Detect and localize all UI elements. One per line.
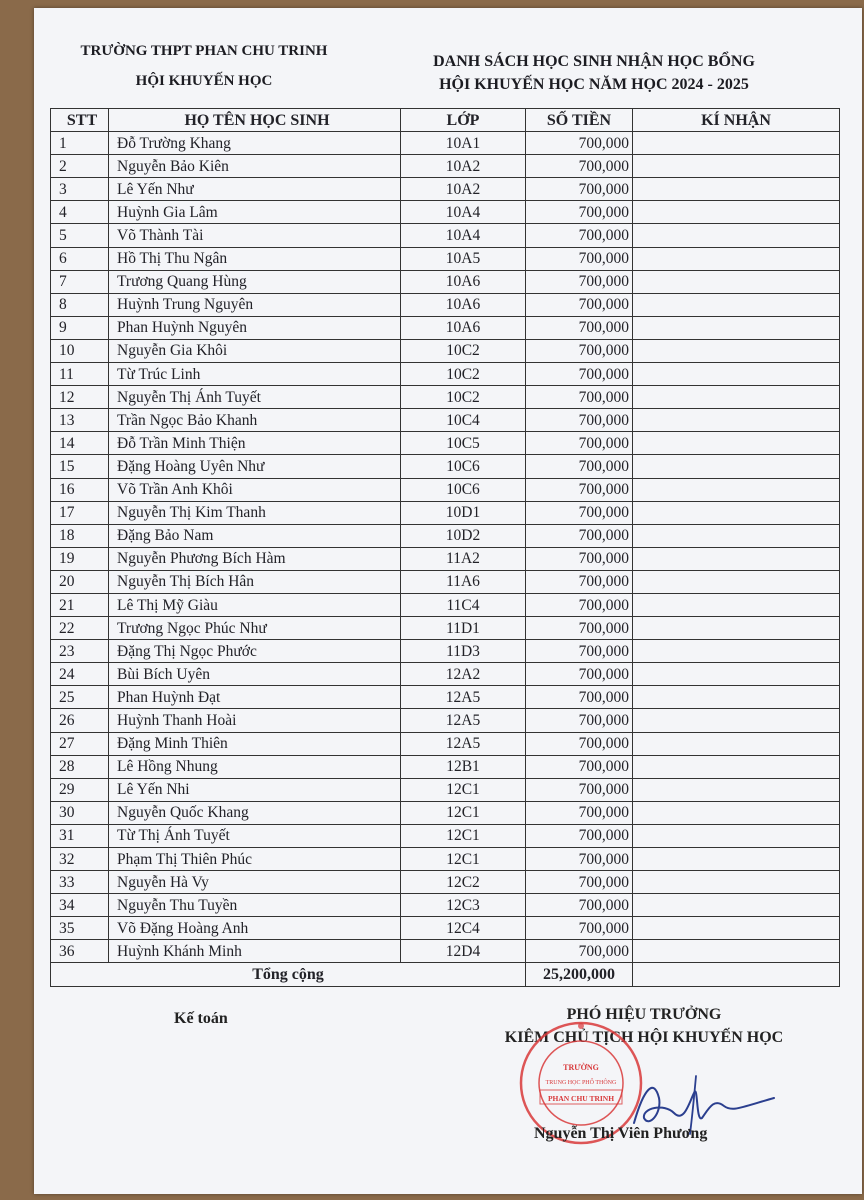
scholarship-amount: 700,000 (526, 178, 633, 201)
signature-cell (633, 848, 840, 871)
row-number: 1 (51, 132, 109, 155)
student-class: 10A6 (401, 270, 526, 293)
scholarship-amount: 700,000 (526, 940, 633, 963)
association-name: HỘI KHUYẾN HỌC (135, 73, 273, 89)
row-number: 35 (51, 917, 109, 940)
position-line-1: PHÓ HIỆU TRƯỞNG (566, 1006, 722, 1023)
student-class: 10A6 (401, 293, 526, 316)
table-row (51, 432, 840, 455)
signature-cell (633, 894, 840, 917)
student-name: Nguyễn Thị Ánh Tuyết (109, 386, 401, 409)
student-name: Hồ Thị Thu Ngân (109, 247, 401, 270)
row-number: 29 (51, 778, 109, 801)
student-class: 12B1 (401, 755, 526, 778)
row-number: 7 (51, 270, 109, 293)
student-name: Võ Trần Anh Khôi (109, 478, 401, 501)
row-number: 4 (51, 201, 109, 224)
school-name: TRƯỜNG THPT PHAN CHU TRINH (80, 43, 328, 59)
row-number: 17 (51, 501, 109, 524)
student-class: 12A5 (401, 686, 526, 709)
scholarship-amount: 700,000 (526, 570, 633, 593)
row-number: 27 (51, 732, 109, 755)
student-class: 10C2 (401, 386, 526, 409)
signature-cell (633, 386, 840, 409)
signature-cell (633, 201, 840, 224)
table-row (51, 201, 840, 224)
scholarship-amount: 700,000 (526, 224, 633, 247)
row-number: 15 (51, 455, 109, 478)
row-number: 36 (51, 940, 109, 963)
total-label: Tổng cộng (51, 963, 526, 986)
row-number: 34 (51, 894, 109, 917)
table-row (51, 409, 840, 432)
row-number: 9 (51, 316, 109, 339)
header-left (74, 36, 334, 96)
student-class: 12C1 (401, 778, 526, 801)
row-number: 18 (51, 524, 109, 547)
table-row (51, 570, 840, 593)
student-class: 12A5 (401, 709, 526, 732)
student-class: 12A5 (401, 732, 526, 755)
student-name: Nguyễn Gia Khôi (109, 339, 401, 362)
scholarship-amount: 700,000 (526, 894, 633, 917)
scholarship-amount: 700,000 (526, 663, 633, 686)
signature-cell (633, 293, 840, 316)
signature-cell (633, 570, 840, 593)
row-number: 16 (51, 478, 109, 501)
table-row (51, 871, 840, 894)
row-number: 19 (51, 547, 109, 570)
student-class: 10A2 (401, 155, 526, 178)
student-name: Đặng Hoàng Uyên Như (109, 455, 401, 478)
table-row (51, 547, 840, 570)
student-name: Huỳnh Thanh Hoài (109, 709, 401, 732)
row-number: 6 (51, 247, 109, 270)
scholarship-amount: 700,000 (526, 686, 633, 709)
student-name: Nguyễn Hà Vy (109, 871, 401, 894)
student-class: 10A5 (401, 247, 526, 270)
table-row (51, 478, 840, 501)
student-name: Huỳnh Trung Nguyên (109, 293, 401, 316)
student-class: 12C1 (401, 824, 526, 847)
scholarship-amount: 700,000 (526, 409, 633, 432)
table-row (51, 178, 840, 201)
table-row (51, 155, 840, 178)
signature-cell (633, 617, 840, 640)
position-line-2: KIÊM CHỦ TỊCH HỘI KHUYẾN HỌC (504, 1029, 784, 1046)
scholarship-amount: 700,000 (526, 386, 633, 409)
scholarship-amount: 700,000 (526, 824, 633, 847)
signature-cell (633, 524, 840, 547)
student-name: Trương Quang Hùng (109, 270, 401, 293)
svg-text:TRUNG HỌC PHỔ THÔNG: TRUNG HỌC PHỔ THÔNG (545, 1080, 617, 1086)
table-row (51, 617, 840, 640)
scholarship-amount: 700,000 (526, 201, 633, 224)
table-row (51, 663, 840, 686)
signature-cell (633, 132, 840, 155)
signature-cell (633, 432, 840, 455)
scholarship-amount: 700,000 (526, 917, 633, 940)
table-row (51, 455, 840, 478)
student-name: Võ Đặng Hoàng Anh (109, 917, 401, 940)
student-class: 10D1 (401, 501, 526, 524)
row-number: 14 (51, 432, 109, 455)
table-row (51, 316, 840, 339)
row-number: 3 (51, 178, 109, 201)
signature-cell (633, 478, 840, 501)
student-name: Lê Yến Nhi (109, 778, 401, 801)
scholarship-amount: 700,000 (526, 732, 633, 755)
scholarship-amount: 700,000 (526, 640, 633, 663)
total-value: 25,200,000 (526, 963, 633, 986)
signature-cell (633, 363, 840, 386)
row-number: 20 (51, 570, 109, 593)
student-name: Lê Thị Mỹ Giàu (109, 593, 401, 616)
scholarship-amount: 700,000 (526, 801, 633, 824)
column-header-signature: KÍ NHẬN (633, 109, 840, 132)
table-row (51, 270, 840, 293)
student-class: 10C6 (401, 478, 526, 501)
row-number: 5 (51, 224, 109, 247)
table-row (51, 848, 840, 871)
student-class: 11A6 (401, 570, 526, 593)
student-class: 10A1 (401, 132, 526, 155)
table-row (51, 801, 840, 824)
scholarship-table (50, 108, 840, 987)
scholarship-amount: 700,000 (526, 593, 633, 616)
accountant-label: Kế toán (174, 1010, 228, 1027)
column-header-amount: SỐ TIỀN (526, 109, 633, 132)
row-number: 8 (51, 293, 109, 316)
signature-cell (633, 801, 840, 824)
document-page (34, 8, 862, 1194)
table-row (51, 755, 840, 778)
table-row (51, 593, 840, 616)
table-row (51, 339, 840, 362)
total-row (51, 963, 840, 986)
signature-cell (633, 686, 840, 709)
scholarship-amount: 700,000 (526, 755, 633, 778)
scholarship-amount: 700,000 (526, 293, 633, 316)
row-number: 21 (51, 593, 109, 616)
table-row (51, 247, 840, 270)
table-row (51, 917, 840, 940)
svg-text:TRƯỜNG: TRƯỜNG (563, 1063, 599, 1072)
signature-cell (633, 593, 840, 616)
column-header-stt: STT (51, 109, 109, 132)
row-number: 33 (51, 871, 109, 894)
signature-cell (633, 755, 840, 778)
svg-text:PHAN CHU TRINH: PHAN CHU TRINH (547, 1094, 615, 1103)
table-row (51, 524, 840, 547)
signature-cell (633, 640, 840, 663)
signature-cell (633, 547, 840, 570)
row-number: 12 (51, 386, 109, 409)
scholarship-amount: 700,000 (526, 848, 633, 871)
student-name: Nguyễn Phương Bích Hàm (109, 547, 401, 570)
title-line-2: HỘI KHUYẾN HỌC NĂM HỌC 2024 - 2025 (439, 76, 749, 93)
student-class: 12C1 (401, 801, 526, 824)
student-class: 11C4 (401, 593, 526, 616)
student-name: Đặng Bảo Nam (109, 524, 401, 547)
signature-cell (633, 339, 840, 362)
table-row (51, 640, 840, 663)
row-number: 30 (51, 801, 109, 824)
student-name: Đỗ Trường Khang (109, 132, 401, 155)
student-class: 12D4 (401, 940, 526, 963)
student-class: 10C2 (401, 363, 526, 386)
student-class: 11D3 (401, 640, 526, 663)
student-name: Phan Huỳnh Đạt (109, 686, 401, 709)
row-number: 26 (51, 709, 109, 732)
student-name: Phan Huỳnh Nguyên (109, 316, 401, 339)
scholarship-amount: 700,000 (526, 524, 633, 547)
student-class: 11D1 (401, 617, 526, 640)
table-row (51, 132, 840, 155)
scholarship-amount: 700,000 (526, 316, 633, 339)
student-class: 10D2 (401, 524, 526, 547)
signature-cell (633, 409, 840, 432)
student-class: 10C4 (401, 409, 526, 432)
signature-cell (633, 501, 840, 524)
row-number: 10 (51, 339, 109, 362)
student-name: Từ Thị Ánh Tuyết (109, 824, 401, 847)
total-signature-cell (633, 963, 840, 986)
row-number: 2 (51, 155, 109, 178)
row-number: 31 (51, 824, 109, 847)
student-name: Huỳnh Khánh Minh (109, 940, 401, 963)
scholarship-amount: 700,000 (526, 871, 633, 894)
student-name: Từ Trúc Linh (109, 363, 401, 386)
scholarship-amount: 700,000 (526, 155, 633, 178)
student-class: 10A4 (401, 224, 526, 247)
table-row (51, 709, 840, 732)
row-number: 11 (51, 363, 109, 386)
signature-cell (633, 824, 840, 847)
signature-cell (633, 732, 840, 755)
signature-cell (633, 455, 840, 478)
column-header-class: LỚP (401, 109, 526, 132)
student-class: 10C5 (401, 432, 526, 455)
student-name: Trần Ngọc Bảo Khanh (109, 409, 401, 432)
student-name: Nguyễn Thu Tuyền (109, 894, 401, 917)
scholarship-amount: 700,000 (526, 339, 633, 362)
signature-cell (633, 155, 840, 178)
scholarship-amount: 700,000 (526, 617, 633, 640)
table-row (51, 732, 840, 755)
table-row (51, 501, 840, 524)
table-row (51, 824, 840, 847)
student-name: Nguyễn Quốc Khang (109, 801, 401, 824)
student-class: 11A2 (401, 547, 526, 570)
student-class: 12C4 (401, 917, 526, 940)
table-body (51, 132, 840, 963)
scholarship-amount: 700,000 (526, 547, 633, 570)
signature-cell (633, 224, 840, 247)
row-number: 25 (51, 686, 109, 709)
student-class: 10C6 (401, 455, 526, 478)
student-class: 12C2 (401, 871, 526, 894)
table-row (51, 363, 840, 386)
student-name: Đặng Minh Thiên (109, 732, 401, 755)
column-header-name: HỌ TÊN HỌC SINH (109, 109, 401, 132)
student-name: Bùi Bích Uyên (109, 663, 401, 686)
student-name: Lê Hồng Nhung (109, 755, 401, 778)
row-number: 22 (51, 617, 109, 640)
scholarship-amount: 700,000 (526, 501, 633, 524)
table-row (51, 894, 840, 917)
signature-cell (633, 270, 840, 293)
table-header-row (51, 109, 840, 132)
table-row (51, 386, 840, 409)
signature-cell (633, 940, 840, 963)
student-class: 10A6 (401, 316, 526, 339)
signature-cell (633, 917, 840, 940)
student-name: Đặng Thị Ngọc Phước (109, 640, 401, 663)
student-name: Võ Thành Tài (109, 224, 401, 247)
student-class: 12C1 (401, 848, 526, 871)
scholarship-amount: 700,000 (526, 709, 633, 732)
signature-cell (633, 663, 840, 686)
student-class: 12A2 (401, 663, 526, 686)
scholarship-amount: 700,000 (526, 455, 633, 478)
table-row (51, 686, 840, 709)
document-title (369, 50, 819, 96)
student-name: Huỳnh Gia Lâm (109, 201, 401, 224)
signature-cell (633, 316, 840, 339)
student-name: Nguyễn Thị Bích Hân (109, 570, 401, 593)
scholarship-amount: 700,000 (526, 132, 633, 155)
signature-cell (633, 778, 840, 801)
scholarship-amount: 700,000 (526, 363, 633, 386)
scholarship-amount: 700,000 (526, 270, 633, 293)
table-row (51, 778, 840, 801)
student-name: Nguyễn Bảo Kiên (109, 155, 401, 178)
signature-cell (633, 871, 840, 894)
student-class: 12C3 (401, 894, 526, 917)
row-number: 13 (51, 409, 109, 432)
table-row (51, 940, 840, 963)
signer-name: Nguyễn Thị Viên Phương (534, 1125, 708, 1142)
signature-cell (633, 178, 840, 201)
student-name: Nguyễn Thị Kim Thanh (109, 501, 401, 524)
signature-cell (633, 709, 840, 732)
title-line-1: DANH SÁCH HỌC SINH NHẬN HỌC BỔNG (433, 53, 755, 70)
scholarship-amount: 700,000 (526, 432, 633, 455)
scholarship-amount: 700,000 (526, 478, 633, 501)
student-name: Đỗ Trần Minh Thiện (109, 432, 401, 455)
student-class: 10C2 (401, 339, 526, 362)
student-name: Phạm Thị Thiên Phúc (109, 848, 401, 871)
row-number: 28 (51, 755, 109, 778)
scholarship-amount: 700,000 (526, 778, 633, 801)
signature-cell (633, 247, 840, 270)
row-number: 32 (51, 848, 109, 871)
row-number: 24 (51, 663, 109, 686)
student-name: Trương Ngọc Phúc Như (109, 617, 401, 640)
student-class: 10A2 (401, 178, 526, 201)
student-class: 10A4 (401, 201, 526, 224)
student-name: Lê Yến Như (109, 178, 401, 201)
row-number: 23 (51, 640, 109, 663)
table-row (51, 293, 840, 316)
scholarship-amount: 700,000 (526, 247, 633, 270)
table-row (51, 224, 840, 247)
